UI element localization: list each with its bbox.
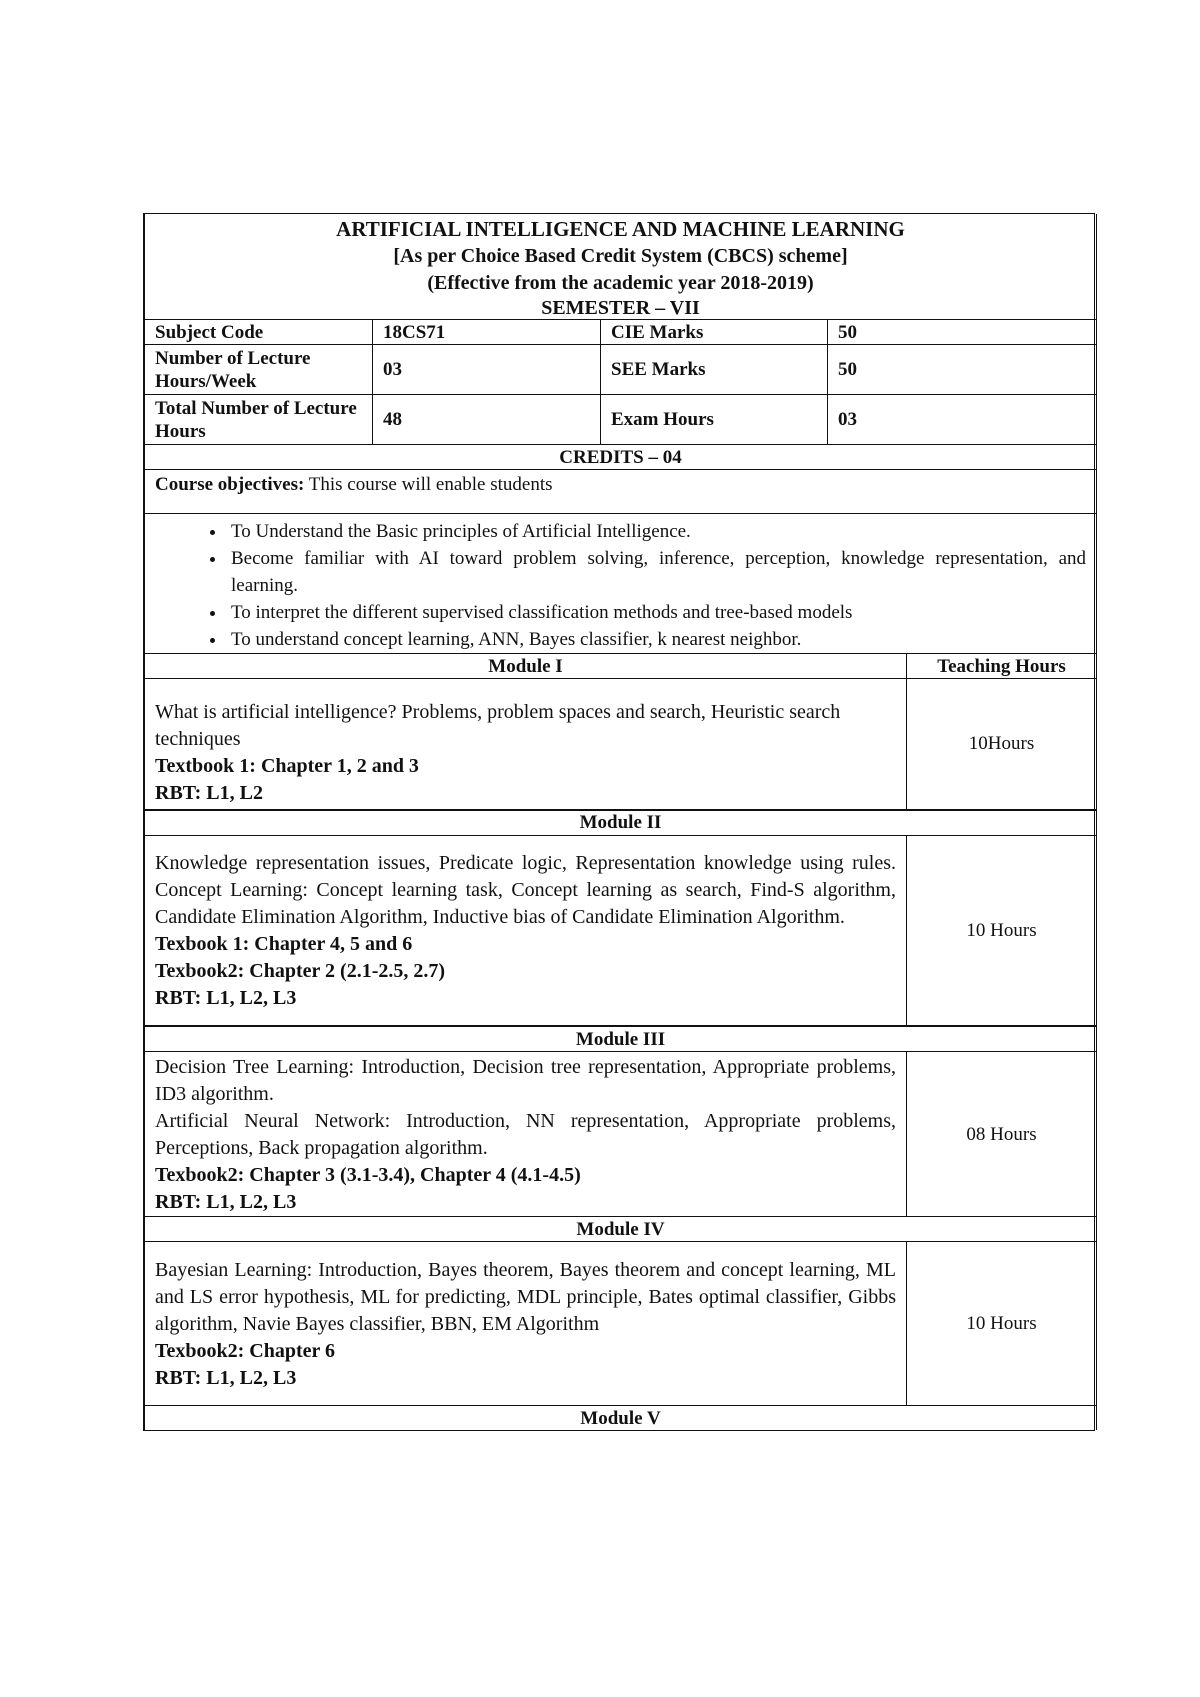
credits-row [145, 445, 1097, 470]
detail-value: 50 [828, 320, 1097, 345]
effective-year: (Effective from the academic year 2018-2019) [427, 272, 814, 294]
module-content [145, 1242, 907, 1406]
module-description: Knowledge representation issues, Predicate logic, Representation knowledge using rules. Concept Learning: Concept learning task, Concept learning as search, Find-S algorithm, Candidate Elimination Algorithm, Inductive bias of Candidate Elimination Algorithm. [155, 852, 896, 929]
module-reference: Textbook 1: Chapter 1, 2 and 3 [155, 754, 419, 777]
course-objectives [145, 470, 1097, 514]
detail-label: Exam Hours [601, 395, 828, 445]
module-reference: RBT: L1, L2, L3 [155, 987, 297, 1010]
course-objectives-text: This course will enable students [304, 474, 553, 495]
module-title: Module V [145, 1406, 1097, 1431]
module-hours: 10Hours [907, 679, 1097, 810]
detail-label: CIE Marks [601, 320, 828, 345]
module-content [145, 679, 907, 810]
detail-value: 03 [828, 395, 1097, 445]
module-header-row [145, 1406, 1097, 1431]
details-row [145, 345, 1097, 395]
detail-value: 03 [373, 345, 601, 395]
detail-label: SEE Marks [601, 345, 828, 395]
detail-label: Subject Code [145, 320, 373, 345]
module-row [145, 1242, 1097, 1406]
module-row [145, 1052, 1097, 1217]
course-title: ARTIFICIAL INTELLIGENCE AND MACHINE LEARNING [336, 217, 905, 241]
module-header-row [145, 1217, 1097, 1242]
objective-item: • To understand concept learning, ANN, Bayes classifier, k nearest neighbor. [227, 626, 1086, 653]
module-content [145, 835, 907, 1026]
semester: SEMESTER – VII [541, 297, 700, 319]
module-description: Bayesian Learning: Introduction, Bayes theorem, Bayes theorem and concept learning, ML and LS error hypothesis, ML for predicting, MDL principle, Bates optimal classifier, Gibbs algorithm, Navie Bayes classifier, BBN, EM Algorithm [155, 1259, 896, 1335]
module-description: What is artificial intelligence? Problems, problem spaces and search, Heuristic search techniques [155, 700, 841, 750]
module-description: Artificial Neural Network: Introduction, NN representation, Appropriate problems, Perceptions, Back propagation algorithm. [155, 1110, 896, 1159]
teaching-hours-header: Teaching Hours [907, 654, 1097, 679]
module-header-row [145, 1026, 1097, 1052]
objectives-list-row [145, 514, 1097, 654]
module-hours: 08 Hours [907, 1052, 1097, 1217]
module-description: Decision Tree Learning: Introduction, Decision tree representation, Appropriate problems, ID3 algorithm. [155, 1056, 896, 1105]
module-content [145, 1052, 907, 1217]
module-reference: Texbook 1: Chapter 4, 5 and 6 [155, 933, 413, 956]
module-reference: Texbook2: Chapter 6 [155, 1340, 336, 1362]
module-hours: 10 Hours [907, 1242, 1097, 1406]
module-reference: Texbook2: Chapter 3 (3.1-3.4), Chapter 4 (4.1-4.5) [155, 1164, 581, 1186]
module-title: Module IV [145, 1217, 1097, 1242]
detail-value: 48 [373, 395, 601, 445]
objective-item: • To Understand the Basic principles of Artificial Intelligence. [227, 518, 1086, 545]
syllabus-table [143, 213, 1095, 1431]
detail-value: 50 [828, 345, 1097, 395]
credits: CREDITS – 04 [145, 445, 1097, 470]
header-row [145, 214, 1097, 320]
module-row [145, 835, 1097, 1026]
module-header-row [145, 654, 1097, 679]
details-row [145, 395, 1097, 445]
module-header-row [145, 810, 1097, 836]
objectives-header-row [145, 470, 1097, 514]
course-objectives-label: Course objectives: [155, 474, 305, 495]
module-title: Module I [145, 654, 907, 679]
module-reference: RBT: L1, L2, L3 [155, 1191, 297, 1213]
module-title: Module II [145, 810, 1097, 836]
cbcs-scheme: [As per Choice Based Credit System (CBCS) scheme] [393, 245, 848, 267]
module-hours: 10 Hours [907, 835, 1097, 1026]
details-row [145, 320, 1097, 345]
objective-item: • Become familiar with AI toward problem solving, inference, perception, knowledge representation, and learning. [227, 545, 1086, 599]
detail-value: 18CS71 [373, 320, 601, 345]
module-title: Module III [145, 1026, 1097, 1052]
module-row [145, 679, 1097, 810]
detail-label: Total Number of Lecture Hours [145, 395, 373, 445]
module-reference: Texbook2: Chapter 2 (2.1-2.5, 2.7) [155, 960, 446, 983]
objective-item: • To interpret the different supervised classification methods and tree-based models [227, 599, 1086, 626]
objectives-list [145, 514, 1097, 654]
module-reference: RBT: L1, L2 [155, 781, 263, 804]
module-reference: RBT: L1, L2, L3 [155, 1367, 297, 1389]
detail-label: Number of Lecture Hours/Week [145, 345, 373, 395]
course-header [145, 214, 1097, 320]
